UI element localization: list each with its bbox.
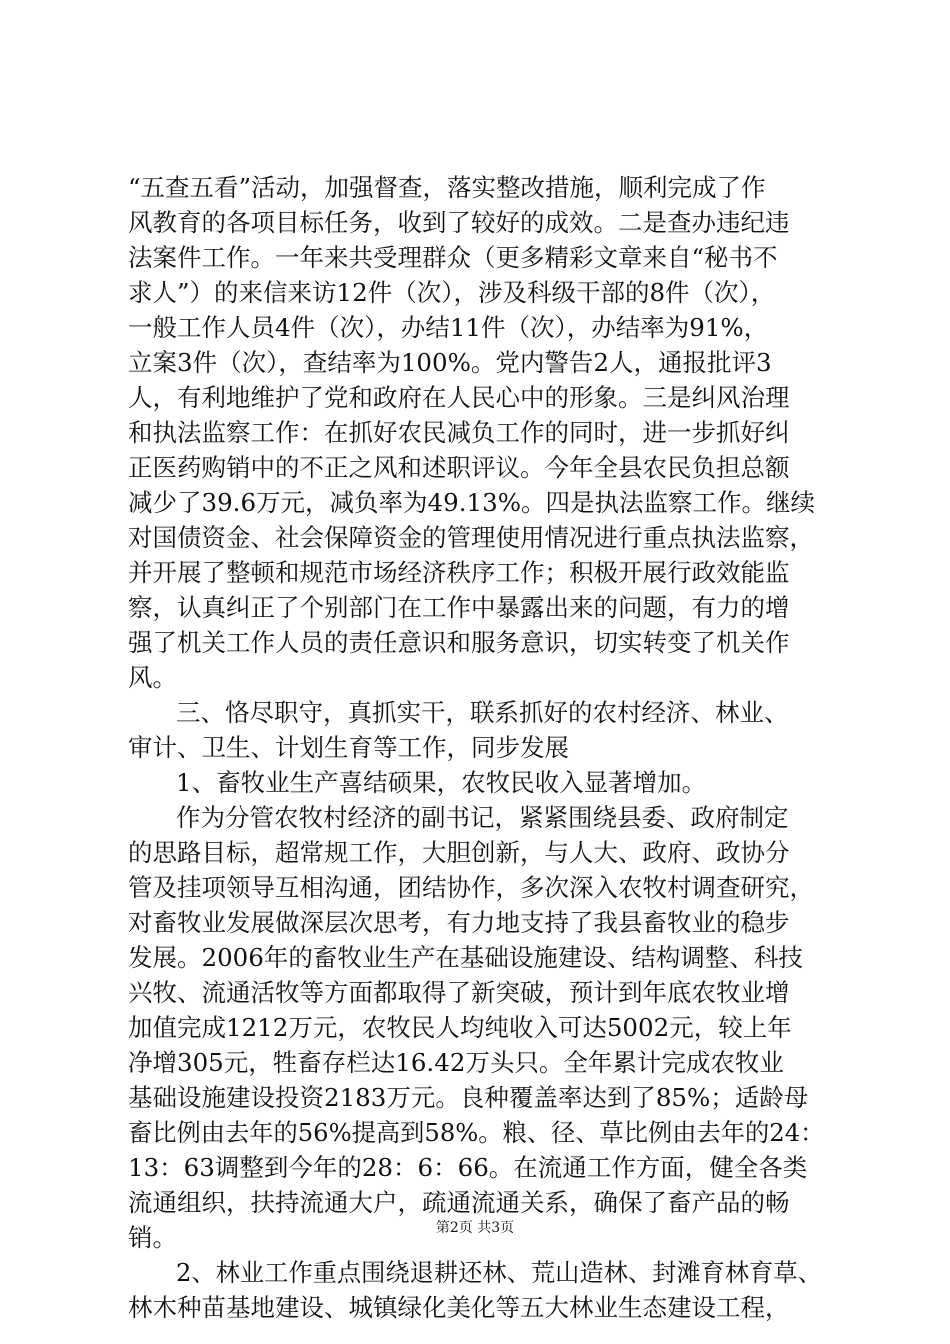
text-line: 人，有利地维护了党和政府在人民心中的形象。三是纠风治理 [128,383,790,412]
text-line: 兴牧、流通活牧等方面都取得了新突破，预计到年底农牧业增 [128,978,790,1007]
document-body [128,170,828,1325]
text-line: 作为分管农牧村经济的副书记，紧紧围绕县委、政府制定 [176,803,789,832]
text-line: 流通组织，扶持流通大户，疏通流通关系，确保了畜产品的畅 [128,1188,790,1217]
text-line: 2、林业工作重点围绕退耕还林、荒山造林、封滩育林育草、 [176,1258,822,1287]
text-line: 加值完成1212万元，农牧民人均纯收入可达5002元，较上年 [128,1013,792,1042]
text-line: 销。 [128,1223,177,1252]
text-line: 对国债资金、社会保障资金的管理使用情况进行重点执法监察， [128,523,814,552]
text-line: 发展。2006年的畜牧业生产在基础设施建设、结构调整、科技 [128,943,803,972]
text-line: 管及挂项领导互相沟通，团结协作，多次深入农牧村调查研究， [128,873,814,902]
page-footer: 第2页 共3页 [435,1220,515,1236]
text-line: 审计、卫生、计划生育等工作，同步发展 [128,733,569,762]
text-line: 13：63调整到今年的28：6：66。在流通工作方面，健全各类 [128,1153,808,1182]
text-line: 察，认真纠正了个别部门在工作中暴露出来的问题，有力的增 [128,593,790,622]
text-line: 净增305元，牲畜存栏达16.42万头只。全年累计完成农牧业 [128,1048,784,1077]
text-line: 对畜牧业发展做深层次思考，有力地支持了我县畜牧业的稳步 [128,908,790,937]
text-line: 求人”）的来信来访12件（次），涉及科级干部的8件（次）， [128,278,776,307]
text-line: 林木种苗基地建设、城镇绿化美化等五大林业生态建设工程， [128,1293,790,1322]
text-line: 风。 [128,663,177,692]
text-line: 1、畜牧业生产喜结硕果，农牧民收入显著增加。 [176,768,707,797]
text-line: 的思路目标，超常规工作，大胆创新，与人大、政府、政协分 [128,838,790,867]
text-line: 三、恪尽职守，真抓实干，联系抓好的农村经济、林业、 [176,698,789,727]
text-line: 正医药购销中的不正之风和述职评议。今年全县农民负担总额 [128,453,790,482]
text-line: 风教育的各项目标任务，收到了较好的成效。二是查办违纪违 [128,208,790,237]
text-line: 基础设施建设投资2183万元。良种覆盖率达到了85%；适龄母 [128,1083,809,1112]
text-line: 畜比例由去年的56%提高到58%。粮、径、草比例由去年的24： [128,1118,825,1147]
text-line: 减少了39.6万元，减负率为49.13%。四是执法监察工作。继续 [128,488,815,517]
text-line: “五查五看”活动，加强督查，落实整改措施，顺利完成了作 [128,173,766,202]
text-line: 和执法监察工作：在抓好农民减负工作的同时，进一步抓好纠 [128,418,790,447]
text-line: 立案3件（次），查结率为100%。党内警告2人，通报批评3 [128,348,772,377]
text-line: 并开展了整顿和规范市场经济秩序工作；积极开展行政效能监 [128,558,790,587]
text-line: 强了机关工作人员的责任意识和服务意识，切实转变了机关作 [128,628,790,657]
text-line: 一般工作人员4件（次），办结11件（次），办结率为91%， [128,313,769,342]
text-line: 法案件工作。一年来共受理群众（更多精彩文章来自“秘书不 [128,243,778,272]
